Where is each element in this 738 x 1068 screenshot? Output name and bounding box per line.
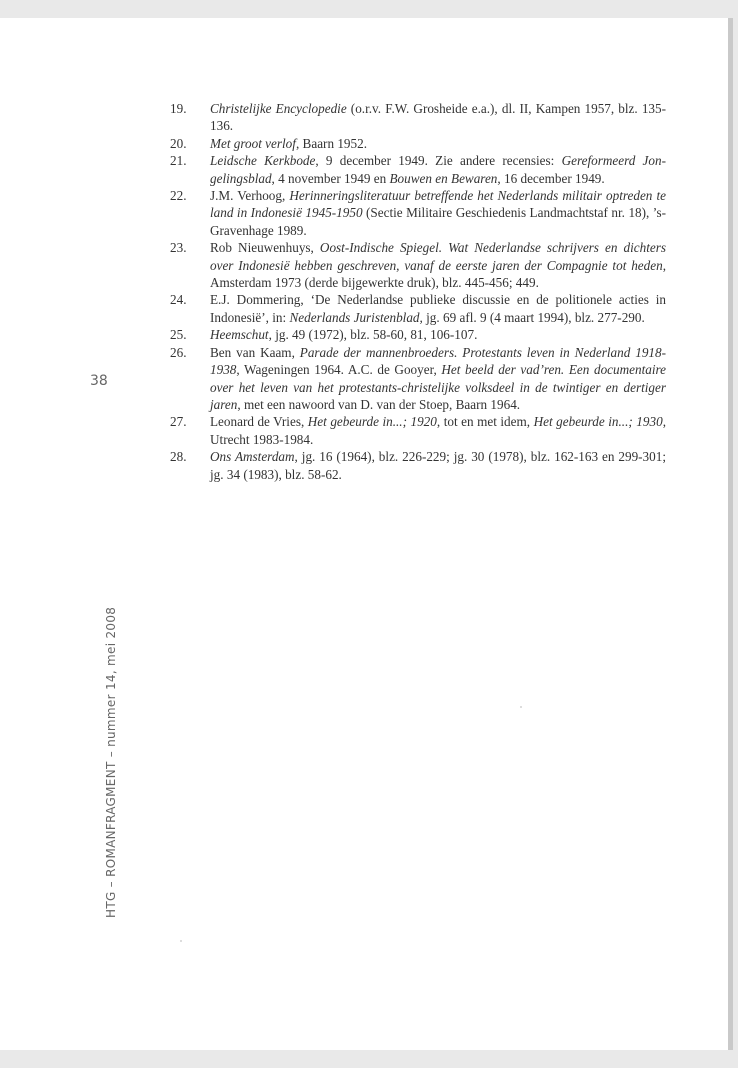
endnote-segment: (Sectie Militaire Geschiedenis Landmachtstaf nr. 18), ’s-Gravenhage 1989. — [210, 205, 666, 238]
endnote-segment: , met een nawoord van D. van der Stoep, Baarn 1964. — [237, 396, 521, 412]
endnote-title: Leidsche Kerkbode — [210, 153, 316, 169]
endnote-number: 23. — [170, 240, 187, 256]
endnote-title: Herinneringsliteratuur betreffende het Nederlands militair optreden te land in Indonesië 1945-1950 — [210, 188, 666, 221]
endnote-segment: Rob Nieuwenhuys, — [210, 240, 320, 256]
endnote-text — [210, 327, 477, 342]
endnote-segment: , 9 december 1949. Zie andere recensies: — [315, 153, 562, 169]
endnote-segment: Leonard de Vries, — [210, 414, 308, 430]
endnote-number: 19. — [170, 101, 187, 116]
endnote-28 — [170, 448, 666, 483]
endnote-segment: , jg. 16 (1964), blz. 226-229; jg. 30 (1978), blz. 162-163 en 299-301; jg. 34 (1983), blz. 58-62. — [210, 449, 666, 482]
endnote-24 — [170, 291, 666, 326]
endnote-title: Het gebeurde in...; 1930 — [533, 414, 663, 430]
endnote-number: 27. — [170, 414, 187, 430]
endnotes-list — [170, 100, 666, 483]
endnote-segment: , Wageningen 1964. A.C. de Gooyer, — [236, 362, 442, 378]
document-page — [0, 18, 733, 1050]
endnote-21 — [170, 152, 666, 187]
endnote-title: Nederlands Juristenblad, — [289, 309, 423, 325]
page-edge — [728, 18, 733, 1050]
endnote-title: Bouwen en Bewaren — [389, 170, 498, 186]
endnote-title: Heemschut — [210, 327, 269, 343]
endnote-number: 21. — [170, 153, 187, 169]
endnote-text — [210, 414, 666, 446]
endnote-title: Parade der mannenbroeders. Protestants leven in Nederland 1918-1938 — [210, 344, 666, 378]
endnote-title: Oost-Indische Spiegel. Wat Nederlandse schrijvers en dichters over Indonesië hebben geschreven, vanaf de eerste jaren der Compagnie tot heden — [210, 240, 666, 273]
running-footer: HTG – ROMANFRAGMENT – nummer 14, mei 2008 — [104, 606, 118, 918]
endnote-number: 22. — [170, 188, 187, 204]
endnote-segment: , Baarn 1952. — [295, 135, 368, 151]
endnote-segment: E.J. Dommering, ‘De Nederlandse publieke discussie en de politionele acties in Indonesië’, in: — [210, 292, 666, 325]
endnote-19 — [170, 100, 666, 135]
endnote-text — [210, 240, 666, 290]
endnote-27 — [170, 413, 666, 448]
endnote-segment: (o.r.v. F.W. Grosheide e.a.), dl. II, Kampen 1957, blz. 135-136. — [210, 101, 666, 134]
scan-speck — [180, 940, 182, 942]
page-number: 38 — [90, 373, 108, 389]
endnote-number: 25. — [170, 327, 187, 343]
endnote-text — [210, 153, 666, 185]
endnote-25 — [170, 326, 666, 343]
endnote-segment: , Amsterdam 1973 (derde bijgewerkte druk), blz. 445-456; 449. — [210, 257, 666, 291]
endnote-22 — [170, 187, 666, 239]
endnote-23 — [170, 239, 666, 291]
endnote-number: 26. — [170, 344, 187, 360]
endnote-segment: J.M. Verhoog, — [210, 188, 290, 204]
endnote-title: Met groot verlof — [210, 135, 296, 151]
endnote-text — [210, 101, 666, 133]
endnote-segment: , jg. 49 (1972), blz. 58-60, 81, 106-107. — [268, 327, 478, 343]
endnote-text — [210, 449, 666, 481]
endnote-number: 20. — [170, 135, 187, 151]
endnote-text — [210, 188, 666, 238]
endnote-segment: , 4 november 1949 en — [271, 170, 390, 186]
endnote-26 — [170, 344, 666, 414]
endnote-segment: , tot en met idem, — [436, 414, 534, 430]
endnote-title: Christelijke Encyclopedie — [210, 101, 347, 116]
endnote-segment: jg. 69 afl. 9 (4 maart 1994), blz. 277-290. — [422, 309, 645, 325]
endnote-text — [210, 292, 666, 324]
endnote-text — [210, 345, 666, 412]
endnote-title: Gereformeerd Jongelingsblad — [210, 153, 666, 186]
endnote-title: Het gebeurde in...; 1920 — [307, 414, 437, 430]
endnote-segment: , 16 december 1949. — [497, 170, 605, 186]
endnote-title: Het beeld der vad’ren. Een documentaire over het leven van het protestants-christelijke volksdeel in de twintiger en dertiger jaren — [210, 362, 666, 412]
endnote-number: 24. — [170, 292, 187, 308]
endnote-20 — [170, 135, 666, 152]
endnote-segment: , Utrecht 1983-1984. — [210, 414, 666, 447]
scan-speck — [520, 706, 522, 708]
endnote-title: Ons Amsterdam — [210, 449, 295, 465]
endnote-text — [210, 136, 367, 151]
endnote-number: 28. — [170, 449, 187, 465]
endnote-segment: Ben van Kaam, — [210, 344, 300, 360]
